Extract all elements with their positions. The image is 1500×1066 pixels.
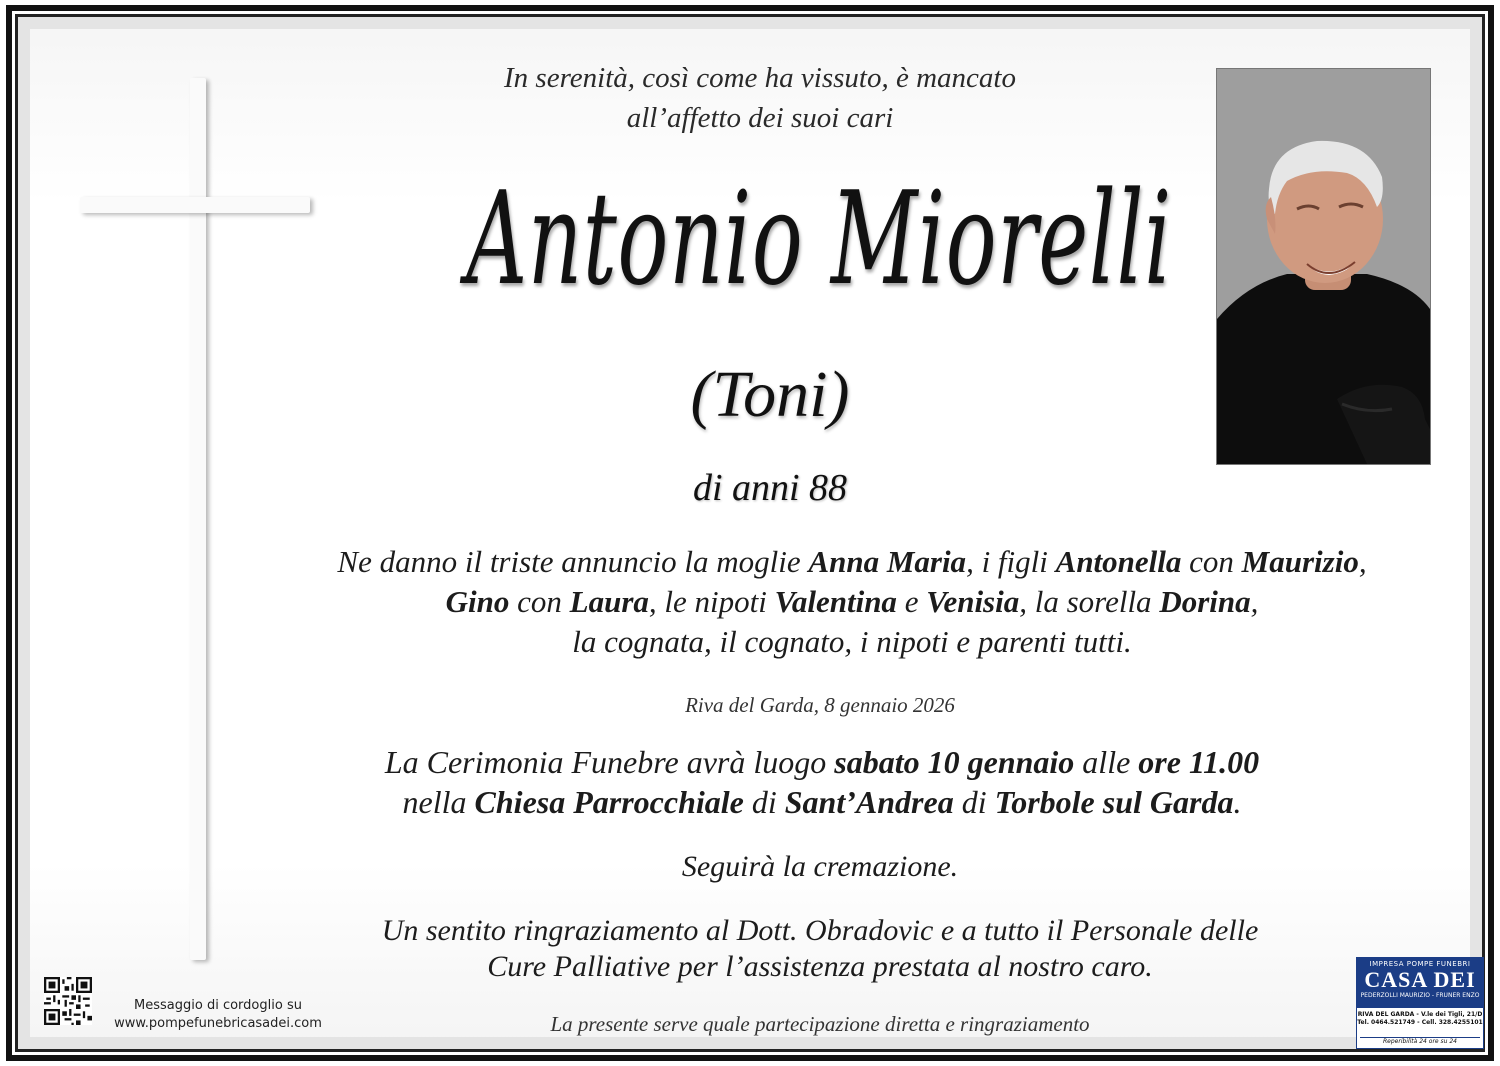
ceremony-name-3: ore 11.00 (1138, 744, 1260, 780)
portrait-illustration (1217, 69, 1430, 464)
announcement-name-6: Venisia (926, 584, 1020, 619)
announcement-line-3 (232, 622, 1472, 662)
announcement-text-6: , (1358, 544, 1367, 579)
ceremony-info (232, 742, 1412, 822)
thanks-line-1: Un sentito ringraziamento al Dott. Obradovic e a tutto il Personale delle (381, 914, 1259, 947)
intro-text (330, 58, 1190, 138)
portrait-photo (1217, 69, 1430, 464)
closing-note: La presente serve quale partecipazione diretta e ringraziamento (550, 1012, 1090, 1036)
ceremony-text-4: di (953, 784, 995, 820)
logo-address: RIVA DEL GARDA - V.le dei Tigli, 21/D (1357, 1011, 1483, 1018)
announcement-text-0: Ne danno il triste annuncio la moglie (337, 544, 809, 579)
intro-line-2: all’affetto dei suoi cari (626, 102, 894, 134)
announcement-text-2: , i figli (966, 544, 1056, 579)
ceremony-line-1 (232, 742, 1412, 782)
cremation-note: Seguirà la cremazione. (681, 850, 959, 883)
announcement-line-2 (232, 582, 1472, 622)
deceased-nickname: (Toni) (690, 358, 850, 431)
ceremony-line-2 (232, 782, 1412, 822)
ceremony-name-1: sabato 10 gennaio (834, 744, 1075, 780)
logo-availability: Reperibilità 24 ore su 24 (1360, 1037, 1480, 1046)
logo-company-type: IMPRESA POMPE FUNEBRI (1369, 960, 1471, 968)
announcement-name-2: Laura (569, 584, 649, 619)
announcement-name-5: Maurizio (1241, 544, 1359, 579)
ceremony-text-0: La Cerimonia Funebre avrà luogo (384, 744, 835, 780)
condolence-message-label: Messaggio di cordoglio su (134, 998, 302, 1013)
announcement-name-3: Antonella (1055, 544, 1182, 579)
ceremony-text-0: nella (402, 784, 475, 820)
announcement (232, 542, 1472, 662)
announcement-text-3: , le nipoti (648, 584, 775, 619)
ceremony-name-1: Chiesa Parrocchiale (474, 784, 744, 820)
announcement-text-9: , (1250, 584, 1259, 619)
announcement-name-0: Gino (445, 584, 510, 619)
logo-owners: PEDERZOLLI MAURIZIO - FRUNER ENZO (1360, 992, 1480, 999)
announcement-name-8: Dorina (1159, 584, 1251, 619)
thanks-text (300, 913, 1340, 985)
place-date: Riva del Garda, 8 gennaio 2026 (685, 693, 955, 717)
announcement-text-4: con (1181, 544, 1242, 579)
intro-line-1: In serenità, così come ha vissuto, è mancato (504, 62, 1016, 94)
condolence-website-link[interactable]: www.pompefunebricasadei.com (114, 1016, 322, 1031)
ceremony-text-2: alle (1074, 744, 1139, 780)
funeral-home-logo (1356, 957, 1484, 1049)
ceremony-text-6: . (1233, 784, 1242, 820)
ceremony-name-3: Sant’Andrea (784, 784, 954, 820)
announcement-text-1: con (509, 584, 570, 619)
thanks-line-2: Cure Palliative per l’assistenza prestata al nostro caro. (487, 950, 1153, 983)
announcement-name-4: Valentina (774, 584, 897, 619)
cross-horizontal-bar (80, 197, 310, 213)
announcement-line-1 (232, 542, 1472, 582)
ceremony-name-5: Torbole sul Garda (994, 784, 1234, 820)
logo-header (1357, 958, 1483, 1008)
logo-phones: Tel. 0464.521749 - Cell. 328.4255101 (1357, 1019, 1483, 1026)
announcement-text-7: , la sorella (1019, 584, 1160, 619)
announcement-text-5: e (896, 584, 927, 619)
deceased-name: Antonio Miorelli (466, 165, 1172, 314)
deceased-age: di anni 88 (692, 467, 848, 509)
qr-code-icon[interactable] (44, 977, 92, 1025)
ceremony-text-2: di (743, 784, 785, 820)
announcement-name-1: Anna Maria (808, 544, 967, 579)
announcement-text-0: la cognata, il cognato, i nipoti e parenti tutti. (572, 624, 1132, 659)
logo-brand-name: CASA DEI (1364, 967, 1476, 992)
